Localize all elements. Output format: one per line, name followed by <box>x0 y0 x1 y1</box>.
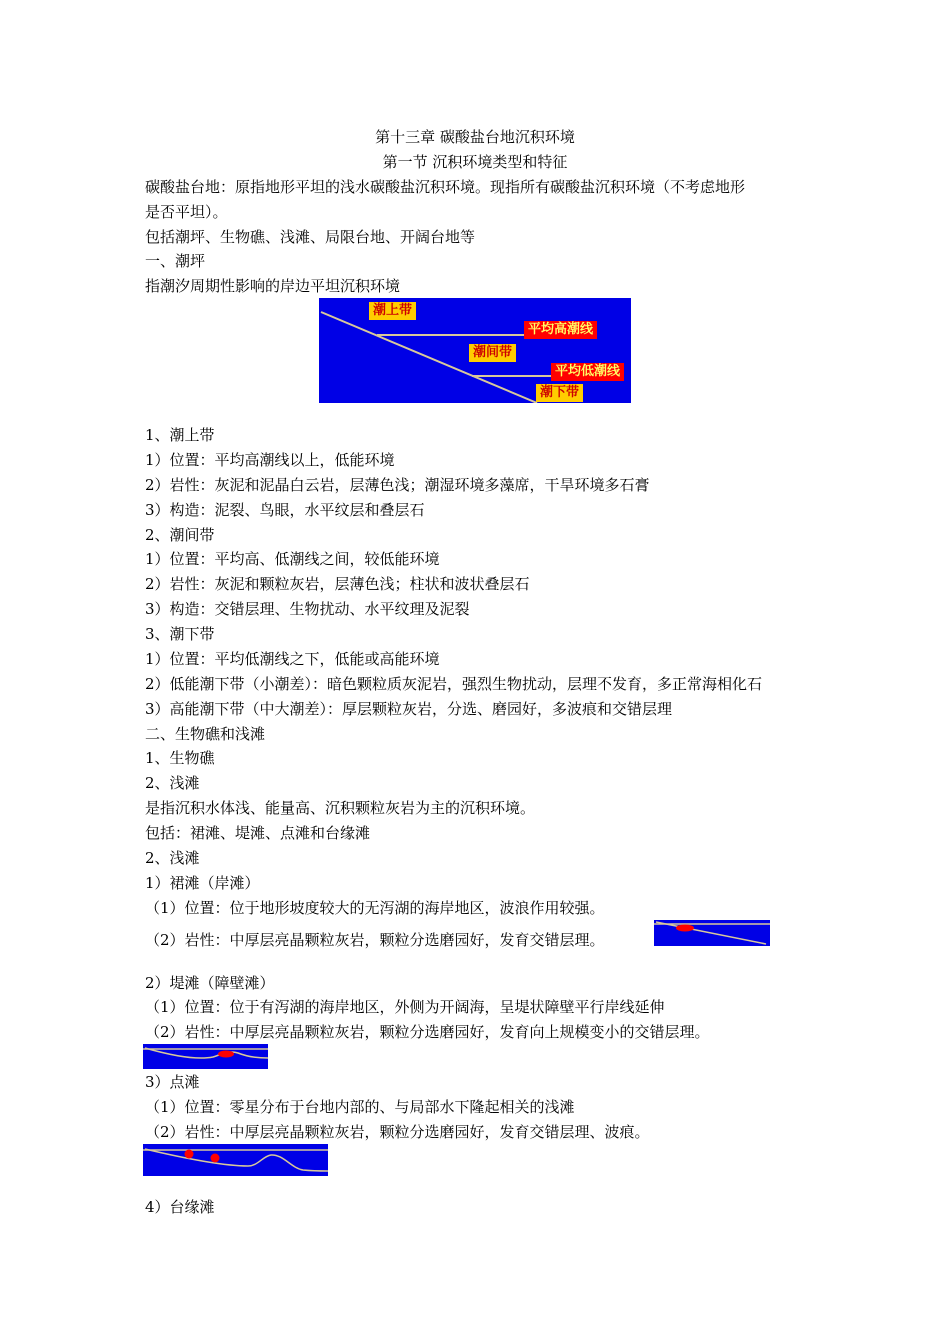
supratidal-structure: 3）构造：泥裂、鸟眼，水平纹层和叠层石 <box>145 501 425 519</box>
platform-margin-shoal-title: 4）台缘滩 <box>145 1198 215 1216</box>
barrier-shoal-position: （1）位置：位于有泻湖的海岸地区，外侧为开阔海，呈堤状障壁平行岸线延伸 <box>145 998 665 1016</box>
subtidal-high-energy: 3）高能潮下带（中大潮差）：厚层颗粒灰岩，分选、磨园好，多波痕和交错层理 <box>145 700 673 718</box>
label-intertidal: 潮间带 <box>469 344 516 362</box>
intro-line-1: 碳酸盐台地：原指地形平坦的浅水碳酸盐沉积环境。现指所有碳酸盐沉积环境（不考虑地形 <box>145 178 746 196</box>
barrier-shoal-drawing <box>143 1044 268 1069</box>
supratidal-title: 1、潮上带 <box>145 426 215 444</box>
tidal-flat-definition: 指潮汐周期性影响的岸边平坦沉积环境 <box>145 277 401 295</box>
chapter-title: 第十三章 碳酸盐台地沉积环境 <box>375 128 575 146</box>
point-shoal-lithology: （2）岩性：中厚层亮晶颗粒灰岩，颗粒分选磨园好，发育交错层理、波痕。 <box>145 1123 650 1141</box>
barrier-shoal-lithology: （2）岩性：中厚层亮晶颗粒灰岩，颗粒分选磨园好，发育向上规模变小的交错层理。 <box>145 1023 710 1041</box>
point-shoal-mark-2 <box>211 1154 220 1163</box>
shoal-title-a: 2、浅滩 <box>145 774 200 792</box>
reef-title: 1、生物礁 <box>145 749 215 767</box>
shoal-definition: 是指沉积水体浅、能量高、沉积颗粒灰岩为主的沉积环境。 <box>145 799 536 817</box>
skirt-shoal-position: （1）位置：位于地形坡度较大的无泻湖的海岸地区，波浪作用较强。 <box>145 899 605 917</box>
heading-reef-shoal: 二、生物礁和浅滩 <box>145 725 266 743</box>
barrier-shoal-title: 2）堤滩（障壁滩） <box>145 974 275 992</box>
tidal-zone-figure <box>319 298 631 403</box>
shoal-body-mark <box>676 925 694 932</box>
label-supratidal: 潮上带 <box>369 302 416 320</box>
intertidal-lithology: 2）岩性：灰泥和颗粒灰岩，层薄色浅；柱状和波状叠层石 <box>145 575 530 593</box>
intertidal-structure: 3）构造：交错层理、生物扰动、水平纹理及泥裂 <box>145 600 470 618</box>
barrier-shoal-mark <box>218 1051 234 1058</box>
subtidal-position: 1）位置：平均低潮线之下，低能或高能环境 <box>145 650 440 668</box>
shoal-title-b: 2、浅滩 <box>145 849 200 867</box>
label-mean-low-tide: 平均低潮线 <box>551 363 624 381</box>
subtidal-low-energy: 2）低能潮下带（小潮差）：暗色颗粒质灰泥岩，强烈生物扰动，层理不发育，多正常海相化石 <box>145 675 763 693</box>
skirt-shoal-title: 1）裙滩（岸滩） <box>145 874 260 892</box>
intertidal-title: 2、潮间带 <box>145 526 215 544</box>
skirt-shoal-drawing <box>654 920 770 946</box>
subtidal-title: 3、潮下带 <box>145 625 215 643</box>
section-title: 第一节 沉积环境类型和特征 <box>382 153 568 171</box>
intro-line-2: 是否平坦）。 <box>145 203 228 221</box>
point-shoal-title: 3）点滩 <box>145 1073 200 1091</box>
barrier-shoal-figure <box>143 1044 268 1069</box>
shoal-includes: 包括：裙滩、堤滩、点滩和台缘滩 <box>145 824 371 842</box>
seafloor-profile-line <box>145 1149 328 1171</box>
label-subtidal: 潮下带 <box>536 384 583 402</box>
supratidal-lithology: 2）岩性：灰泥和泥晶白云岩，层薄色浅；潮湿环境多藻席，干旱环境多石膏 <box>145 476 650 494</box>
point-shoal-figure <box>143 1144 328 1176</box>
seafloor-slope-line <box>656 922 766 944</box>
skirt-shoal-lithology: （2）岩性：中厚层亮晶颗粒灰岩，颗粒分选磨园好，发育交错层理。 <box>145 931 605 949</box>
supratidal-position: 1）位置：平均高潮线以上，低能环境 <box>145 451 395 469</box>
intertidal-position: 1）位置：平均高、低潮线之间，较低能环境 <box>145 550 440 568</box>
label-mean-high-tide: 平均高潮线 <box>524 321 597 339</box>
point-shoal-drawing <box>143 1144 328 1176</box>
includes-line: 包括潮坪、生物礁、浅滩、局限台地、开阔台地等 <box>145 228 476 246</box>
heading-tidal-flat: 一、潮坪 <box>145 252 206 270</box>
point-shoal-position: （1）位置：零星分布于台地内部的、与局部水下隆起相关的浅滩 <box>145 1098 575 1116</box>
skirt-shoal-figure <box>654 920 770 946</box>
point-shoal-mark-1 <box>185 1150 194 1159</box>
